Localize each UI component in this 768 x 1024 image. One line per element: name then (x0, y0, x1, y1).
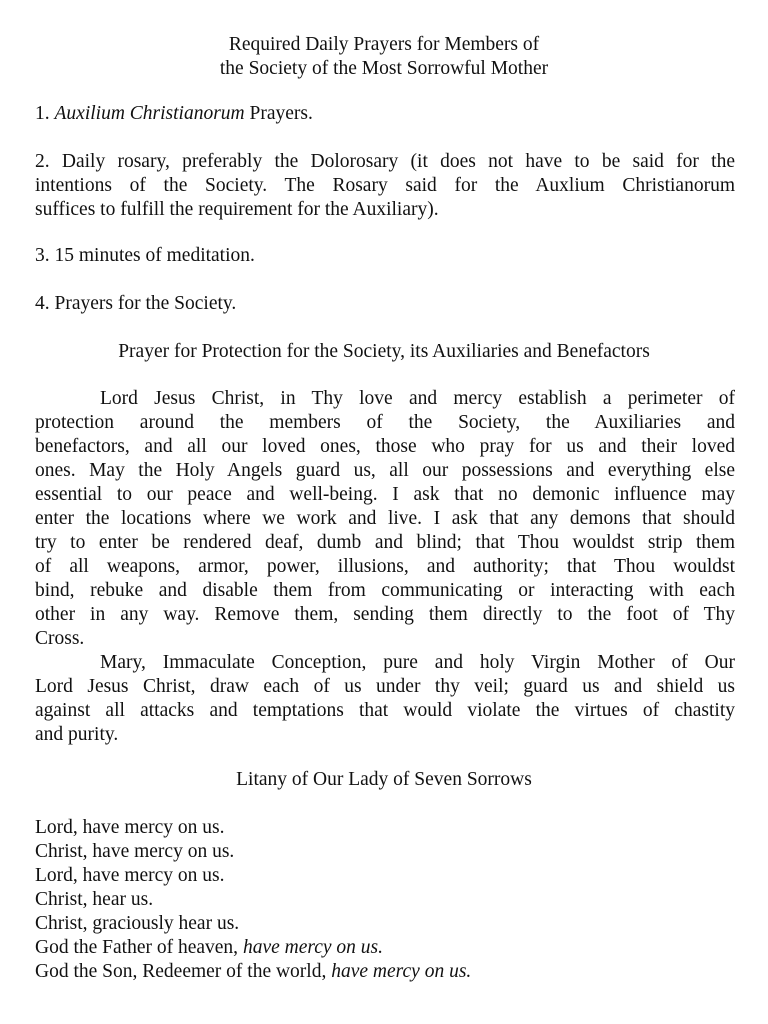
litany-line-6-response: have mercy on us. (242, 937, 383, 958)
prayer-paragraph-2-line: Lord Jesus Christ, draw each of us under thy veil; guard us and shield us (35, 676, 735, 697)
item-1 (35, 104, 313, 124)
prayer-paragraph-1-line: protection around the members of the Society, the Auxiliaries and (35, 412, 735, 433)
prayer-paragraph-1-line: try to enter be rendered deaf, dumb and blind; that Thou wouldst strip them (35, 532, 735, 553)
prayer-paragraph-2-line: and purity. (35, 724, 119, 745)
item-2-line: 2. Daily rosary, preferably the Dolorosary (it does not have to be said for the (35, 151, 735, 172)
litany-line-7 (35, 962, 471, 982)
item-1-rest: Prayers. (249, 103, 313, 124)
litany-line-6 (35, 938, 383, 958)
prayer-paragraph-1-line: Cross. (35, 628, 85, 649)
litany-line-7-response: have mercy on us. (331, 961, 472, 982)
item-1-number: 1. (35, 103, 50, 124)
prayer-paragraph-1-line: essential to our peace and well-being. I ask that no demonic influence may (35, 484, 735, 505)
litany-line-6-text: God the Father of heaven, (35, 937, 239, 958)
litany-line: Lord, have mercy on us. (35, 865, 225, 886)
prayer-paragraph-1-line: enter the locations where we work and live. I ask that any demons that should (35, 508, 735, 529)
protection-prayer-heading: Prayer for Protection for the Society, its Auxiliaries and Benefactors (118, 341, 650, 362)
litany-line-7-text: God the Son, Redeemer of the world, (35, 961, 327, 982)
prayer-paragraph-1-line: other in any way. Remove them, sending them directly to the foot of Thy (35, 604, 735, 625)
prayer-paragraph-1-line: Lord Jesus Christ, in Thy love and mercy establish a perimeter of (100, 388, 735, 409)
title-line-1: Required Daily Prayers for Members of (228, 34, 540, 55)
litany-line: Christ, graciously hear us. (35, 913, 240, 934)
title-line-2: the Society of the Most Sorrowful Mother (219, 58, 549, 79)
litany-heading: Litany of Our Lady of Seven Sorrows (236, 769, 532, 790)
item-2-line: suffices to fulfill the requirement for the Auxiliary). (35, 199, 439, 220)
item-2-line: intentions of the Society. The Rosary said for the Auxlium Christianorum (35, 175, 735, 196)
prayer-paragraph-1-line: of all weapons, armor, power, illusions, and authority; that Thou wouldst (35, 556, 735, 577)
prayer-paragraph-1-line: bind, rebuke and disable them from communicating or interacting with each (35, 580, 735, 601)
litany-line: Christ, hear us. (35, 889, 154, 910)
item-1-italic: Auxilium Christianorum (54, 103, 245, 124)
litany-line: Lord, have mercy on us. (35, 817, 225, 838)
prayer-paragraph-1-line: ones. May the Holy Angels guard us, all our possessions and everything else (35, 460, 735, 481)
litany-line: Christ, have mercy on us. (35, 841, 235, 862)
prayer-paragraph-1-line: benefactors, and all our loved ones, those who pray for us and their loved (35, 436, 735, 457)
item-3: 3. 15 minutes of meditation. (35, 245, 255, 266)
prayer-paragraph-2-line: against all attacks and temptations that would violate the virtues of chastity (35, 700, 735, 721)
item-4: 4. Prayers for the Society. (35, 293, 237, 314)
prayer-paragraph-2-line: Mary, Immaculate Conception, pure and holy Virgin Mother of Our (100, 652, 735, 673)
